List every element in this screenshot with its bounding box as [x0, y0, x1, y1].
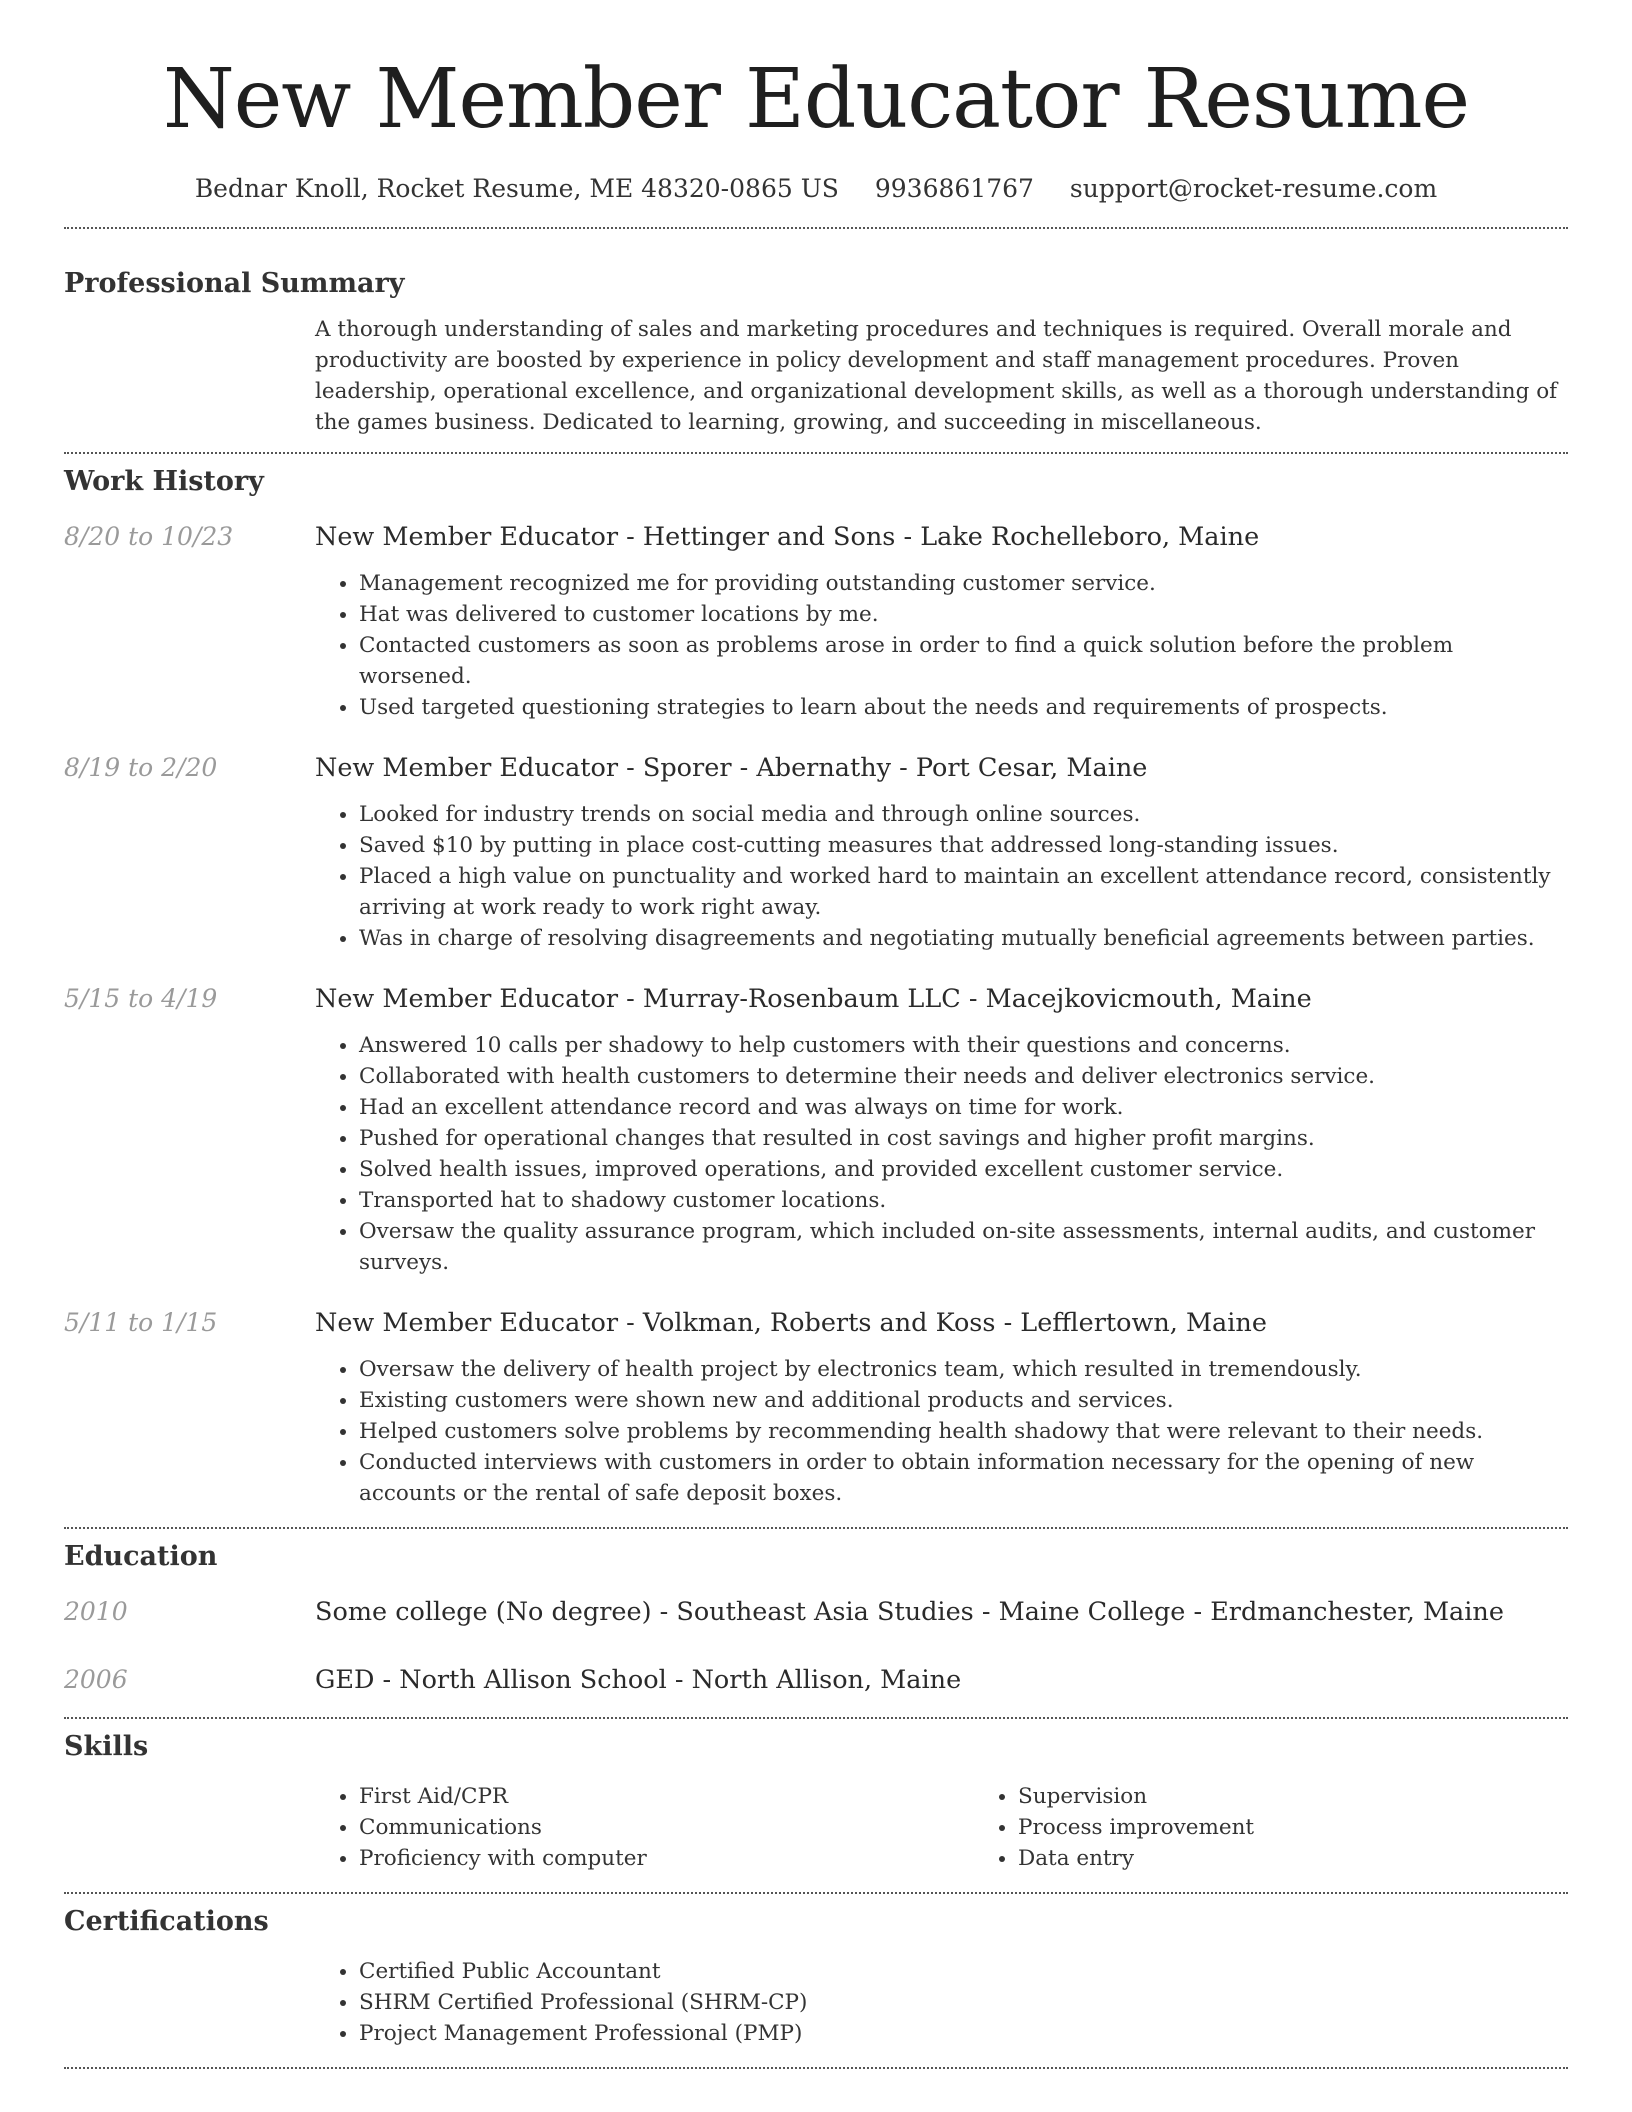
section-heading-work: Work History: [64, 466, 264, 497]
skills-list-left: [315, 1781, 974, 1874]
job-bullets: [315, 568, 1568, 723]
education-entry: [64, 1595, 1568, 1629]
list-item: • Certified Public Accountant: [359, 1956, 1568, 1987]
list-item: • Proficiency with computer: [359, 1843, 974, 1874]
section-heading-education: Education: [64, 1541, 218, 1572]
resume-title: New Member Educator Resume: [162, 52, 1470, 147]
job-entry: [64, 520, 1568, 723]
job-dates: 8/19 to 2/20: [64, 753, 218, 782]
education-text: GED - North Allison School - North Allison, Maine: [315, 1665, 962, 1695]
list-item: • Project Management Professional (PMP): [359, 2018, 1568, 2049]
job-entry: [64, 982, 1568, 1278]
list-item: • Transported hat to shadowy customer locations.: [359, 1185, 1568, 1216]
education-text: Some college (No degree) - Southeast Asia Studies - Maine College - Erdmanchester, Maine: [315, 1597, 1504, 1627]
contact-email: support@rocket-resume.com: [1069, 174, 1438, 203]
divider: [64, 452, 1568, 454]
education-year: 2006: [64, 1665, 128, 1694]
contact-phone: 9936861767: [874, 174, 1034, 203]
certifications-list: [315, 1956, 1568, 2049]
list-item: • Oversaw the quality assurance program, which included on-site assessments, internal audits, and customer surveys.: [359, 1216, 1568, 1278]
list-item: • Was in charge of resolving disagreements and negotiating mutually beneficial agreements between parties.: [359, 923, 1568, 954]
list-item: • Data entry: [1018, 1843, 1632, 1874]
list-item: • Management recognized me for providing outstanding customer service.: [359, 568, 1568, 599]
divider: [64, 2067, 1568, 2069]
divider: [64, 1527, 1568, 1529]
list-item: • Contacted customers as soon as problems arose in order to find a quick solution before the problem worsened.: [359, 630, 1568, 692]
list-item: • Conducted interviews with customers in order to obtain information necessary for the opening of new accounts or the rental of safe deposit boxes.: [359, 1447, 1568, 1509]
summary-row: [64, 314, 1568, 438]
contact-line: [64, 172, 1568, 206]
divider: [64, 1892, 1568, 1894]
job-entry: [64, 1306, 1568, 1509]
list-item: • Helped customers solve problems by recommending health shadowy that were relevant to their needs.: [359, 1416, 1568, 1447]
divider: [64, 1717, 1568, 1719]
list-item: • Oversaw the delivery of health project by electronics team, which resulted in tremendously.: [359, 1354, 1568, 1385]
skills-list-right: [974, 1781, 1632, 1874]
education-entry: [64, 1663, 1568, 1697]
list-item: • Solved health issues, improved operations, and provided excellent customer service.: [359, 1154, 1568, 1185]
list-item: • First Aid/CPR: [359, 1781, 974, 1812]
section-heading-skills: Skills: [64, 1731, 149, 1762]
summary-text: A thorough understanding of sales and marketing procedures and techniques is required. Overall morale and productivity are boosted by experience in policy development and staff management procedures. Proven leadership, operational excellence, and organizational development skills, as well as a thorough understanding of the games business. Dedicated to learning, growing, and succeeding in miscellaneous.: [315, 317, 1558, 435]
list-item: • Saved $10 by putting in place cost-cutting measures that addressed long-standing issues.: [359, 830, 1568, 861]
job-bullets: [315, 799, 1568, 954]
job-dates: 5/11 to 1/15: [64, 1308, 218, 1337]
list-item: • Supervision: [1018, 1781, 1632, 1812]
job-title: New Member Educator - Volkman, Roberts and Koss - Lefflertown, Maine: [315, 1308, 1267, 1338]
list-item: • SHRM Certified Professional (SHRM-CP): [359, 1987, 1568, 2018]
list-item: • Used targeted questioning strategies to learn about the needs and requirements of prospects.: [359, 692, 1568, 723]
list-item: • Collaborated with health customers to determine their needs and deliver electronics service.: [359, 1061, 1568, 1092]
section-heading-summary: Professional Summary: [64, 268, 405, 299]
list-item: • Placed a high value on punctuality and worked hard to maintain an excellent attendance record, consistently arriving at work ready to work right away.: [359, 861, 1568, 923]
job-dates: 8/20 to 10/23: [64, 522, 234, 551]
job-bullets: [315, 1030, 1568, 1278]
skills-row: [64, 1781, 1568, 1874]
education-year: 2010: [64, 1597, 128, 1626]
job-title: New Member Educator - Sporer - Abernathy - Port Cesar, Maine: [315, 753, 1148, 783]
list-item: • Existing customers were shown new and additional products and services.: [359, 1385, 1568, 1416]
section-heading-certifications: Certifications: [64, 1906, 269, 1937]
list-item: • Answered 10 calls per shadowy to help customers with their questions and concerns.: [359, 1030, 1568, 1061]
contact-address: Bednar Knoll, Rocket Resume, ME 48320-0865 US: [194, 174, 839, 203]
list-item: • Pushed for operational changes that resulted in cost savings and higher profit margins.: [359, 1123, 1568, 1154]
list-item: • Hat was delivered to customer locations by me.: [359, 599, 1568, 630]
job-title: New Member Educator - Hettinger and Sons - Lake Rochelleboro, Maine: [315, 522, 1260, 552]
list-item: • Looked for industry trends on social media and through online sources.: [359, 799, 1568, 830]
divider: [64, 227, 1568, 229]
list-item: • Communications: [359, 1812, 974, 1843]
job-entry: [64, 751, 1568, 954]
job-title: New Member Educator - Murray-Rosenbaum LLC - Macejkovicmouth, Maine: [315, 984, 1312, 1014]
list-item: • Had an excellent attendance record and was always on time for work.: [359, 1092, 1568, 1123]
certifications-row: [64, 1956, 1568, 2049]
list-item: • Process improvement: [1018, 1812, 1632, 1843]
job-bullets: [315, 1354, 1568, 1509]
job-dates: 5/15 to 4/19: [64, 984, 218, 1013]
